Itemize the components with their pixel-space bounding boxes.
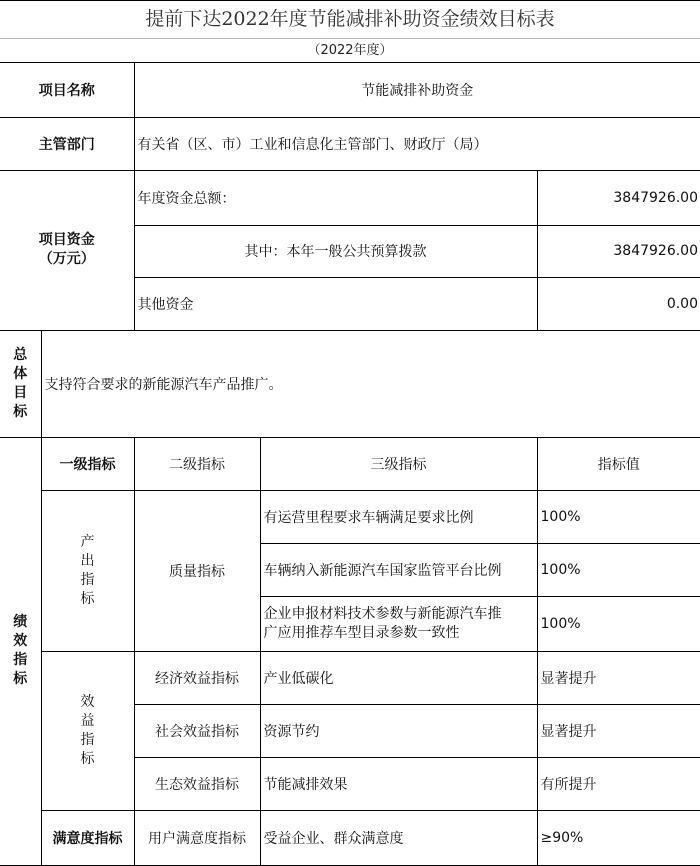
header-level2: 二级指标 bbox=[134, 437, 260, 490]
benefit-char-2: 益 bbox=[80, 712, 95, 729]
project-name-label: 项目名称 bbox=[0, 63, 134, 117]
performance-char-3: 指 bbox=[13, 652, 28, 668]
benefit-level2-1: 经济效益指标 bbox=[134, 651, 260, 704]
benefit-level2-3: 生态效益指标 bbox=[134, 757, 260, 810]
page-title: 提前下达2022年度节能减排补助资金绩效目标表 bbox=[0, 0, 700, 39]
output-indicator-3 bbox=[260, 596, 537, 651]
annual-total-value: 3847926.00 bbox=[537, 170, 700, 225]
performance-char-4: 标 bbox=[13, 671, 28, 687]
benefit-char-3: 指 bbox=[80, 731, 95, 748]
benefit-indicator-2: 资源节约 bbox=[260, 704, 537, 757]
year-subtitle: （2022年度） bbox=[0, 39, 700, 63]
benefit-indicator-3: 节能减排效果 bbox=[260, 757, 537, 810]
satisfaction-level2: 用户满意度指标 bbox=[134, 810, 260, 865]
annual-total-label: 年度资金总额： bbox=[134, 170, 537, 225]
output-indicator-2: 车辆纳入新能源汽车国家监管平台比例 bbox=[260, 543, 537, 596]
funds-label-line2: （万元） bbox=[38, 251, 95, 267]
benefit-indicator-1: 产业低碳化 bbox=[260, 651, 537, 704]
output-char-1: 产 bbox=[80, 533, 95, 550]
row-department bbox=[0, 117, 700, 170]
benefit-level2-2: 社会效益指标 bbox=[134, 704, 260, 757]
row-annual-total bbox=[0, 170, 700, 225]
overall-goal-char-2: 体 bbox=[13, 365, 28, 382]
performance-char-2: 效 bbox=[13, 633, 28, 649]
output-indicator-label bbox=[41, 490, 134, 651]
header-value: 指标值 bbox=[537, 437, 700, 490]
row-indicator-headers bbox=[0, 437, 700, 490]
header-level3: 三级指标 bbox=[260, 437, 537, 490]
benefit-value-3: 有所提升 bbox=[537, 757, 700, 810]
satisfaction-indicator: 受益企业、群众满意度 bbox=[260, 810, 537, 865]
benefit-char-4: 标 bbox=[80, 750, 95, 767]
output-indicator-3-line2: 广应用推荐车型目录参数一致性 bbox=[263, 624, 460, 641]
budget-value: 3847926.00 bbox=[537, 225, 700, 277]
budget-label: 其中：本年一般公共预算拨款 bbox=[134, 225, 537, 277]
satisfaction-level1: 满意度指标 bbox=[41, 810, 134, 865]
header-level1: 一级指标 bbox=[41, 437, 134, 490]
funds-label-line1: 项目资金 bbox=[38, 232, 95, 248]
output-value-2: 100% bbox=[537, 543, 700, 596]
output-indicator-3-line1: 企业申报材料技术参数与新能源汽车推 bbox=[263, 605, 502, 622]
output-char-4: 标 bbox=[80, 590, 95, 607]
satisfaction-value: ≥90% bbox=[537, 810, 700, 865]
row-overall-goal bbox=[0, 330, 700, 437]
output-indicator-1: 有运营里程要求车辆满足要求比例 bbox=[260, 490, 537, 543]
other-funds-label: 其他资金 bbox=[134, 277, 537, 330]
department-label: 主管部门 bbox=[0, 117, 134, 170]
overall-goal-char-4: 标 bbox=[13, 403, 28, 420]
quality-indicator-label: 质量指标 bbox=[134, 490, 260, 651]
overall-goal-label bbox=[0, 330, 41, 437]
department-value: 有关省（区、市）工业和信息化主管部门、财政厅（局） bbox=[134, 117, 700, 170]
benefit-indicator-label bbox=[41, 651, 134, 810]
output-value-3: 100% bbox=[537, 596, 700, 651]
overall-goal-char-3: 目 bbox=[13, 384, 28, 401]
row-satisfaction bbox=[0, 810, 700, 865]
overall-goal-text: 支持符合要求的新能源汽车产品推广。 bbox=[41, 330, 700, 437]
performance-char-1: 绩 bbox=[13, 614, 28, 630]
row-benefit-1 bbox=[0, 651, 700, 704]
row-output-1 bbox=[0, 490, 700, 543]
target-table bbox=[0, 63, 700, 866]
project-name-value: 节能减排补助资金 bbox=[134, 63, 700, 117]
output-char-3: 指 bbox=[80, 571, 95, 588]
output-char-2: 出 bbox=[80, 552, 95, 569]
overall-goal-char-1: 总 bbox=[13, 346, 28, 363]
funds-label bbox=[0, 170, 134, 330]
performance-indicator-label bbox=[0, 437, 41, 865]
row-project-name bbox=[0, 63, 700, 117]
output-value-1: 100% bbox=[537, 490, 700, 543]
benefit-value-1: 显著提升 bbox=[537, 651, 700, 704]
other-funds-value: 0.00 bbox=[537, 277, 700, 330]
benefit-char-1: 效 bbox=[80, 693, 95, 710]
benefit-value-2: 显著提升 bbox=[537, 704, 700, 757]
